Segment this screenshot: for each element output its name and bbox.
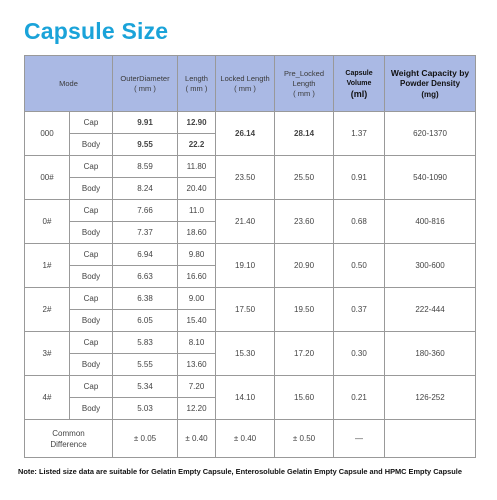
cap-length: 12.90 (178, 112, 216, 134)
cap-length: 9.00 (178, 288, 216, 310)
locked-length: 21.40 (216, 200, 275, 244)
weight-capacity: 180-360 (385, 332, 476, 376)
header-capsule-volume-unit: (ml) (350, 88, 368, 99)
size-cell: 00# (25, 156, 70, 200)
diff-locked-length: ± 0.40 (216, 420, 275, 458)
weight-capacity: 126-252 (385, 376, 476, 420)
capsule-size-table (24, 55, 476, 458)
size-cell: 000 (25, 112, 70, 156)
cap-outer-diameter: 5.34 (113, 376, 178, 398)
header-length-unit: ( mm ) (185, 83, 208, 93)
pre-locked-length: 25.50 (275, 156, 334, 200)
header-locked-length-unit: ( mm ) (234, 83, 256, 93)
part-body: Body (70, 134, 113, 156)
pre-locked-length: 19.50 (275, 288, 334, 332)
cap-outer-diameter: 9.91 (113, 112, 178, 134)
pre-locked-length: 28.14 (275, 112, 334, 156)
body-outer-diameter: 9.55 (113, 134, 178, 156)
header-length (178, 56, 216, 112)
header-outer-diameter-label: OuterDiameter (120, 73, 170, 83)
header-pre-locked-length (275, 56, 334, 112)
header-length-label: Length (185, 73, 208, 83)
body-length: 20.40 (178, 178, 216, 200)
diff-weight-capacity (385, 420, 476, 458)
header-weight-capacity-unit: (mg) (421, 89, 439, 99)
table-row (25, 200, 476, 222)
locked-length: 15.30 (216, 332, 275, 376)
part-body: Body (70, 266, 113, 288)
capsule-volume: 0.37 (334, 288, 385, 332)
table-row (25, 112, 476, 134)
common-difference-line2: Difference (50, 439, 87, 449)
part-cap: Cap (70, 200, 113, 222)
part-body: Body (70, 398, 113, 420)
body-length: 18.60 (178, 222, 216, 244)
body-length: 12.20 (178, 398, 216, 420)
common-difference-row (25, 420, 476, 458)
header-weight-capacity-line2: Powder Density (400, 78, 461, 88)
body-length: 22.2 (178, 134, 216, 156)
header-capsule-volume (334, 56, 385, 112)
footnote: Note: Listed size data are suitable for Gelatin Empty Capsule, Enterosoluble Gelatin Empty Capsule and HPMC Empty Capsule (18, 467, 462, 476)
part-body: Body (70, 354, 113, 376)
pre-locked-length: 17.20 (275, 332, 334, 376)
weight-capacity: 222-444 (385, 288, 476, 332)
body-outer-diameter: 7.37 (113, 222, 178, 244)
locked-length: 23.50 (216, 156, 275, 200)
size-cell: 1# (25, 244, 70, 288)
header-locked-length (216, 56, 275, 112)
pre-locked-length: 15.60 (275, 376, 334, 420)
body-length: 15.40 (178, 310, 216, 332)
body-outer-diameter: 6.05 (113, 310, 178, 332)
body-outer-diameter: 5.55 (113, 354, 178, 376)
table-row (25, 244, 476, 266)
locked-length: 19.10 (216, 244, 275, 288)
common-difference-line1: Common (52, 428, 85, 438)
body-length: 16.60 (178, 266, 216, 288)
part-cap: Cap (70, 156, 113, 178)
capsule-volume: 0.21 (334, 376, 385, 420)
capsule-volume: 0.50 (334, 244, 385, 288)
header-weight-capacity (385, 56, 476, 112)
part-cap: Cap (70, 376, 113, 398)
cap-outer-diameter: 8.59 (113, 156, 178, 178)
header-row (25, 56, 476, 112)
header-weight-capacity-label: Weight Capacity by (390, 67, 470, 78)
header-outer-diameter-unit: ( mm ) (134, 83, 156, 93)
part-cap: Cap (70, 112, 113, 134)
part-body: Body (70, 310, 113, 332)
part-cap: Cap (70, 288, 113, 310)
capsule-volume: 0.91 (334, 156, 385, 200)
pre-locked-length: 20.90 (275, 244, 334, 288)
header-mode: Mode (25, 56, 113, 112)
part-body: Body (70, 222, 113, 244)
size-cell: 2# (25, 288, 70, 332)
size-cell: 3# (25, 332, 70, 376)
body-outer-diameter: 6.63 (113, 266, 178, 288)
weight-capacity: 620-1370 (385, 112, 476, 156)
table-row (25, 332, 476, 354)
page-title: Capsule Size (24, 18, 169, 44)
body-length: 13.60 (178, 354, 216, 376)
locked-length: 14.10 (216, 376, 275, 420)
weight-capacity: 400-816 (385, 200, 476, 244)
cap-length: 11.0 (178, 200, 216, 222)
locked-length: 17.50 (216, 288, 275, 332)
cap-length: 11.80 (178, 156, 216, 178)
part-cap: Cap (70, 244, 113, 266)
capsule-volume: 0.68 (334, 200, 385, 244)
capsule-volume: 0.30 (334, 332, 385, 376)
diff-length: ± 0.40 (178, 420, 216, 458)
cap-length: 9.80 (178, 244, 216, 266)
header-pre-locked-length-label: Pre_Locked Length (284, 68, 325, 88)
table-row (25, 156, 476, 178)
locked-length: 26.14 (216, 112, 275, 156)
size-cell: 0# (25, 200, 70, 244)
diff-outer-diameter: ± 0.05 (113, 420, 178, 458)
weight-capacity: 540-1090 (385, 156, 476, 200)
cap-outer-diameter: 7.66 (113, 200, 178, 222)
body-outer-diameter: 8.24 (113, 178, 178, 200)
header-outer-diameter (113, 56, 178, 112)
table-row (25, 376, 476, 398)
size-cell: 4# (25, 376, 70, 420)
part-body: Body (70, 178, 113, 200)
weight-capacity: 300-600 (385, 244, 476, 288)
pre-locked-length: 23.60 (275, 200, 334, 244)
diff-capsule-volume: — (334, 420, 385, 458)
table-row (25, 288, 476, 310)
cap-length: 8.10 (178, 332, 216, 354)
cap-outer-diameter: 6.94 (113, 244, 178, 266)
header-capsule-volume-label: Capsule Volume (345, 69, 373, 87)
header-locked-length-label: Locked Length (220, 73, 270, 83)
diff-pre-locked-length: ± 0.50 (275, 420, 334, 458)
common-difference-label (25, 420, 113, 458)
cap-length: 7.20 (178, 376, 216, 398)
cap-outer-diameter: 6.38 (113, 288, 178, 310)
capsule-volume: 1.37 (334, 112, 385, 156)
header-pre-locked-length-unit: ( mm ) (293, 88, 315, 98)
part-cap: Cap (70, 332, 113, 354)
cap-outer-diameter: 5.83 (113, 332, 178, 354)
body-outer-diameter: 5.03 (113, 398, 178, 420)
